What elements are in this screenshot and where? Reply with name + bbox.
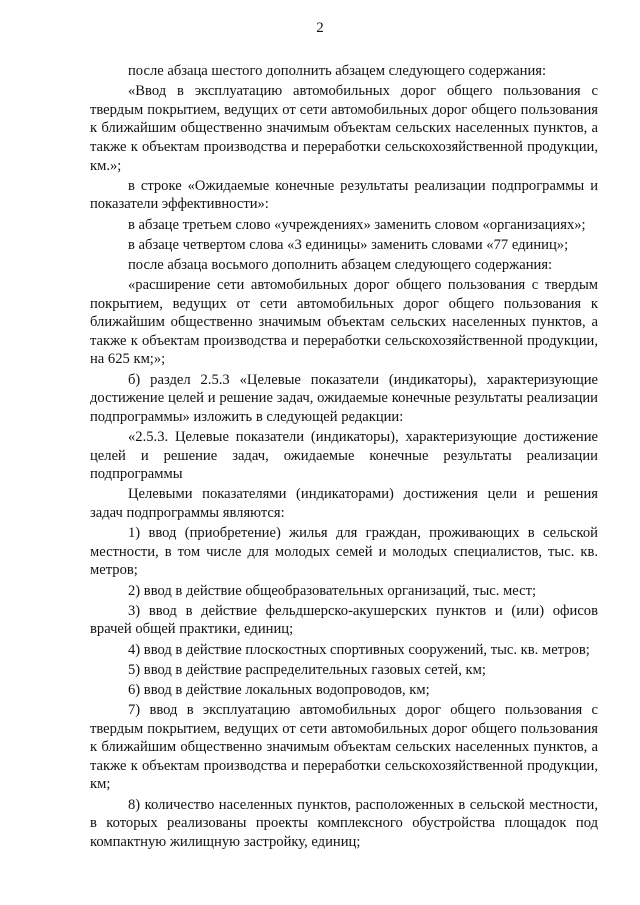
list-item: 1) ввод (приобретение) жилья для граждан, проживающих в сельской местности, в том числе для молодых семей и молодых специалистов, тыс. кв. метров; bbox=[90, 525, 598, 579]
list-item: 6) ввод в действие локальных водопроводов, км; bbox=[128, 681, 430, 698]
paragraph: после абзаца восьмого дополнить абзацем следующего содержания: bbox=[128, 256, 553, 273]
paragraph: в абзаце третьем слово «учреждениях» заменить словом «организациях»; bbox=[128, 216, 586, 233]
list-item: 3) ввод в действие фельдшерско-акушерских пунктов и (или) офисов врачей общей практики, единиц; bbox=[90, 602, 598, 638]
paragraph: «Ввод в эксплуатацию автомобильных дорог общего пользования с твердым покрытием, ведущих от сети автомобильных дорог общего пользования к ближайшим общественно значимым объектам сельских населенных пунктов, а также к объектам производства и переработки сельскохозяйственной продукции, км.»; bbox=[90, 83, 598, 174]
paragraph: в абзаце четвертом слова «3 единицы» заменить словами «77 единиц»; bbox=[128, 236, 569, 253]
list-item: 8) количество населенных пунктов, расположенных в сельской местности, в которых реализованы проекты комплексного обустройства площадок под компактную жилищную застройку, единиц; bbox=[90, 796, 598, 850]
document-body bbox=[90, 62, 598, 853]
paragraph: Целевыми показателями (индикаторами) достижения цели и решения задач подпрограммы являются: bbox=[90, 486, 598, 521]
paragraph: после абзаца шестого дополнить абзацем следующего содержания: bbox=[128, 63, 547, 79]
paragraph: в строке «Ожидаемые конечные результаты реализации подпрограммы и показатели эффективности»: bbox=[90, 177, 598, 213]
list-item: 7) ввод в эксплуатацию автомобильных дорог общего пользования с твердым покрытием, ведущих от сети автомобильных дорог общего пользования к ближайшим общественно значимым объектам сельских населенных пунктов, а также к объектам производства и переработки сельскохозяйственной продукции, км; bbox=[90, 702, 598, 793]
list-item: 5) ввод в действие распределительных газовых сетей, км; bbox=[128, 661, 486, 678]
paragraph: «2.5.3. Целевые показатели (индикаторы), характеризующие достижение целей и решение задач, ожидаемые конечные результаты реализации подпрограммы bbox=[90, 429, 598, 483]
list-item: 2) ввод в действие общеобразовательных организаций, тыс. мест; bbox=[128, 582, 537, 599]
paragraph: б) раздел 2.5.3 «Целевые показатели (индикаторы), характеризующие достижение целей и решение задач, ожидаемые конечные результаты реализации подпрограммы» изложить в следующей редакции: bbox=[90, 371, 598, 425]
paragraph: «расширение сети автомобильных дорог общего пользования с твердым покрытием, ведущих от сети автомобильных дорог общего пользования к ближайшим общественно значимым объектам сельских населенных пунктов, а также к объектам производства и переработки сельскохозяйственной продукции, на 625 км;»; bbox=[90, 277, 598, 368]
list-item: 4) ввод в действие плоскостных спортивных сооружений, тыс. кв. метров; bbox=[128, 641, 590, 658]
page-number: 2 bbox=[316, 20, 324, 36]
